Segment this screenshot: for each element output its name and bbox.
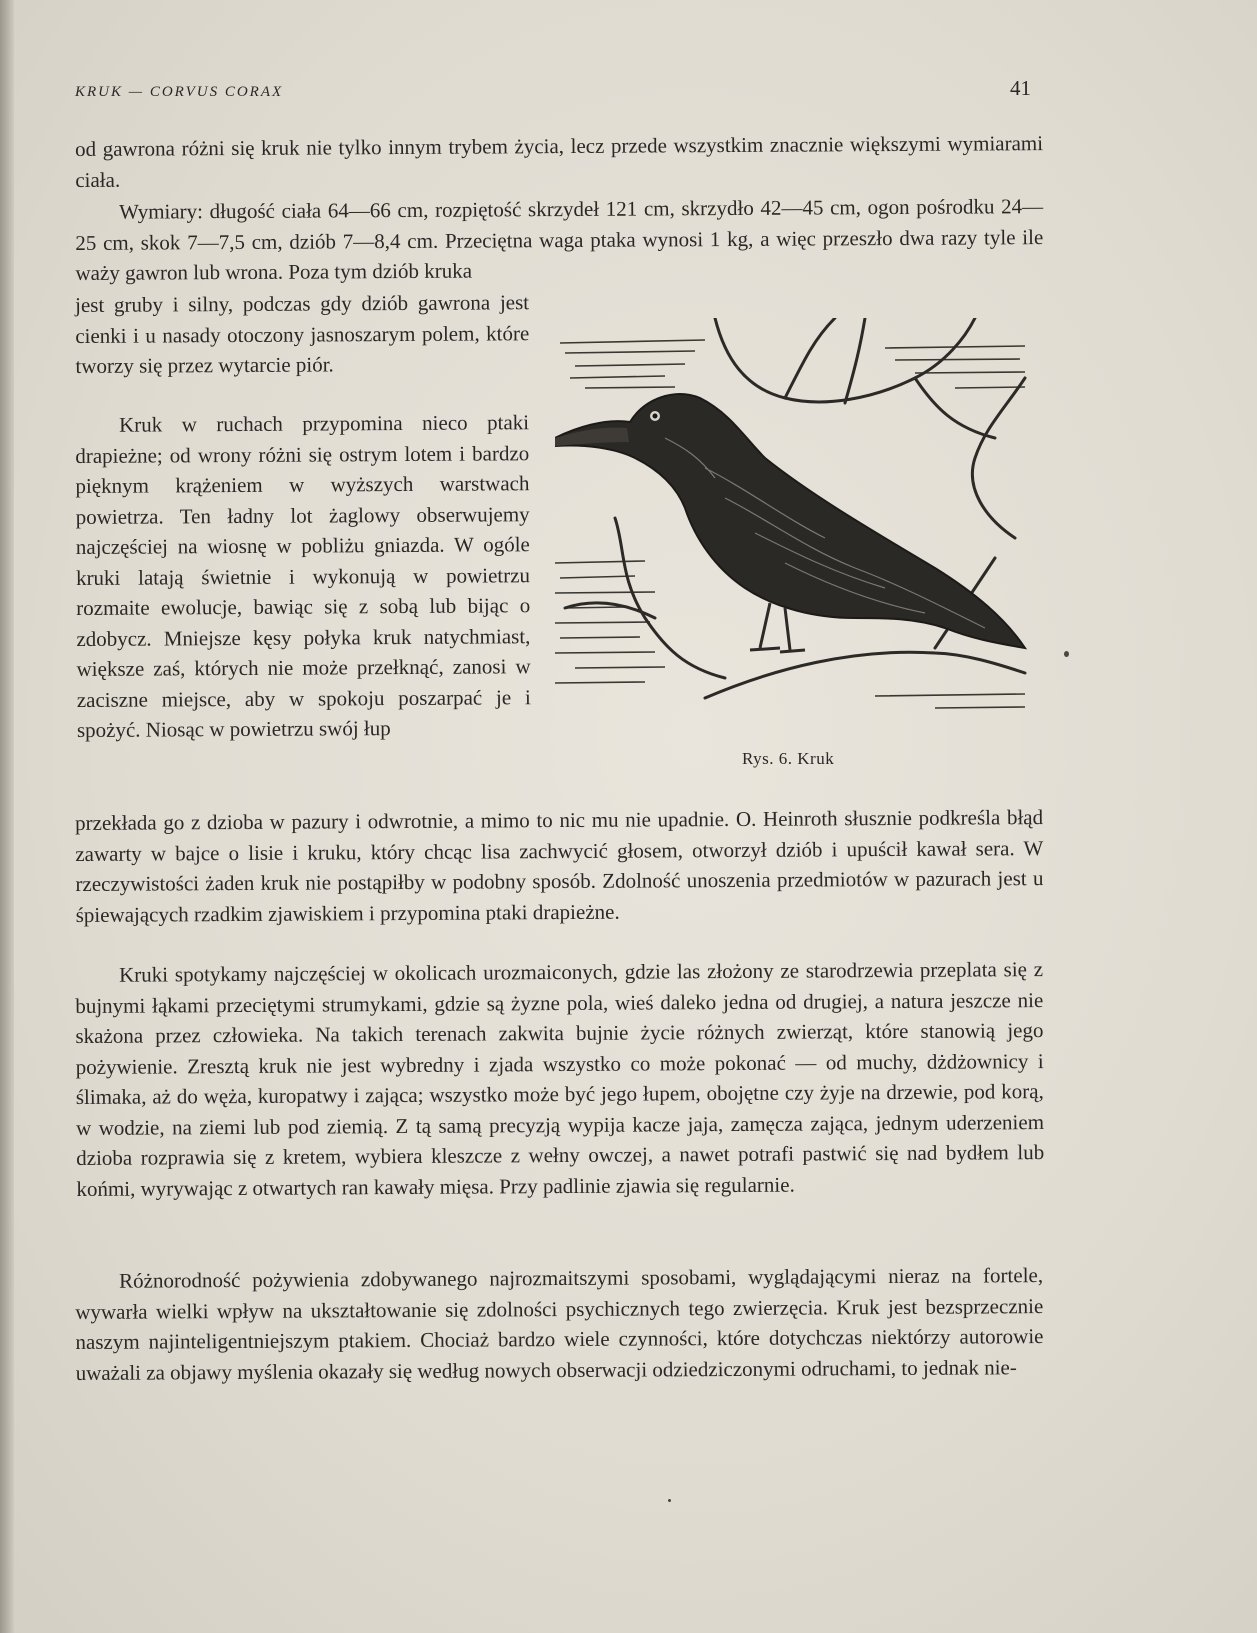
paragraph-5: Różnorodność pożywienia zdobywanego najrozmaitszymi sposobami, wyglądającymi nieraz na fortele, wywarła wielki wpływ na ukształtowanie się zdolności psychicznych tego zwierzęcia. Kruk jest bezsprzecznie naszym najinteligentniejszym ptakiem. Chociaż bardzo wiele czynności, które dotychczas niektórzy autorowie uważali za objawy myślenia okazały się według nowych obserwacji odziedziczonymi odruchami, to jednak nie- [75, 1263, 1044, 1385]
paper-speck [1064, 651, 1069, 657]
paragraph-3-continued: przekłada go z dzioba w pazury i odwrotnie, a mimo to nic mu nie upadnie. O. Heinroth słusznie podkreśla błąd zawarty w bajce o lisie i kruku, który chcąc lisa zachwycić głosem, otworzył dziób i upuścił kawał sera. W rzeczywistości żaden kruk nie postąpiłby w podobny sposób. Zdolność unoszenia przedmiotów w pazurach jest u śpiewających rzadkim zjawiskiem i przypomina ptaki drapieżne. [75, 805, 1044, 927]
paragraph-2-wrapped: jest gruby i silny, podczas gdy dziób gawrona jest cienki i u nasady otoczony jasnoszarym polem, które tworzy się przez wytarcie piór. [75, 290, 530, 378]
paper-speck [668, 1499, 671, 1502]
raven-silhouette [555, 394, 1025, 648]
page-number: 41 [1010, 76, 1031, 100]
paragraph-1: od gawrona różni się kruk nie tylko innym trybem życia, lecz przede wszystkim znacznie większymi wymiarami ciała. [75, 131, 1044, 192]
running-title: KRUK — CORVUS CORAX [75, 84, 284, 100]
paragraph-2: Wymiary: długość ciała 64—66 cm, rozpiętość skrzydeł 121 cm, skrzydło 42—45 cm, ogon pośrodku 24—25 cm, skok 7—7,5 cm, dziób 7—8,4 cm. Przeciętna waga ptaka wynosi 1 kg, a więc przeszło dwa razy tyle ile waży gawron lub wrona. Poza tym dziób kruka [75, 194, 1044, 285]
raven-drawing [555, 318, 1033, 720]
page-gutter-shadow [0, 0, 14, 1633]
paragraph-4: Kruki spotykamy najczęściej w okolicach urozmaiconych, gdzie las złożony ze starodrzewia przeplata się z bujnymi łąkami przeciętymi strumykami, gdzie są żyzne pola, wieś daleko jedna od drugiej, a natura jeszcze nie skażona przez człowieka. Na takich terenach zakwita bujnie życie różnych zwierząt, które stanowią jego pożywienie. Zresztą kruk nie jest wybredny i zjada wszystko co może pokonać — od muchy, dżdżownicy i ślimaka, aż do węża, kuropatwy i zająca; wszystko może być jego łupem, obojętne czy żyje na drzewie, pod korą, w wodzie, na ziemi lub pod ziemią. Z tą samą precyzją wypija kacze jaja, zamęcza zająca, jednym uderzeniem dzioba rozprawia się z kretem, wybiera kleszcze z wełny owczej, a nawet potrafi pastwić się nad bydłem lub końmi, wyrywając z otwartych ran kawały mięsa. Przy padlinie zjawia się regularnie. [75, 957, 1045, 1201]
paragraph-3: Kruk w ruchach przypomina nieco ptaki drapieżne; od wrony różni się ostrym lotem i bardzo pięknym krążeniem w wyższych warstwach powietrza. Ten ładny lot żaglowy obserwujemy najczęściej na wiosnę w pobliżu gniazda. W ogóle kruki latają świetnie i wykonują w powietrzu rozmaite ewolucje, bawiąc się z sobą lub bijąc o zdobycz. Mniejsze kęsy połyka kruk natychmiast, większe zaś, których nie może przełknąć, zanosi w zaciszne miejsce, aby w spokoju poszarpać je i spożyć. Niosąc w powietrzu swój łup [75, 410, 531, 742]
figure-caption: Rys. 6. Kruk [742, 749, 835, 768]
raven-illustration [555, 318, 1033, 720]
